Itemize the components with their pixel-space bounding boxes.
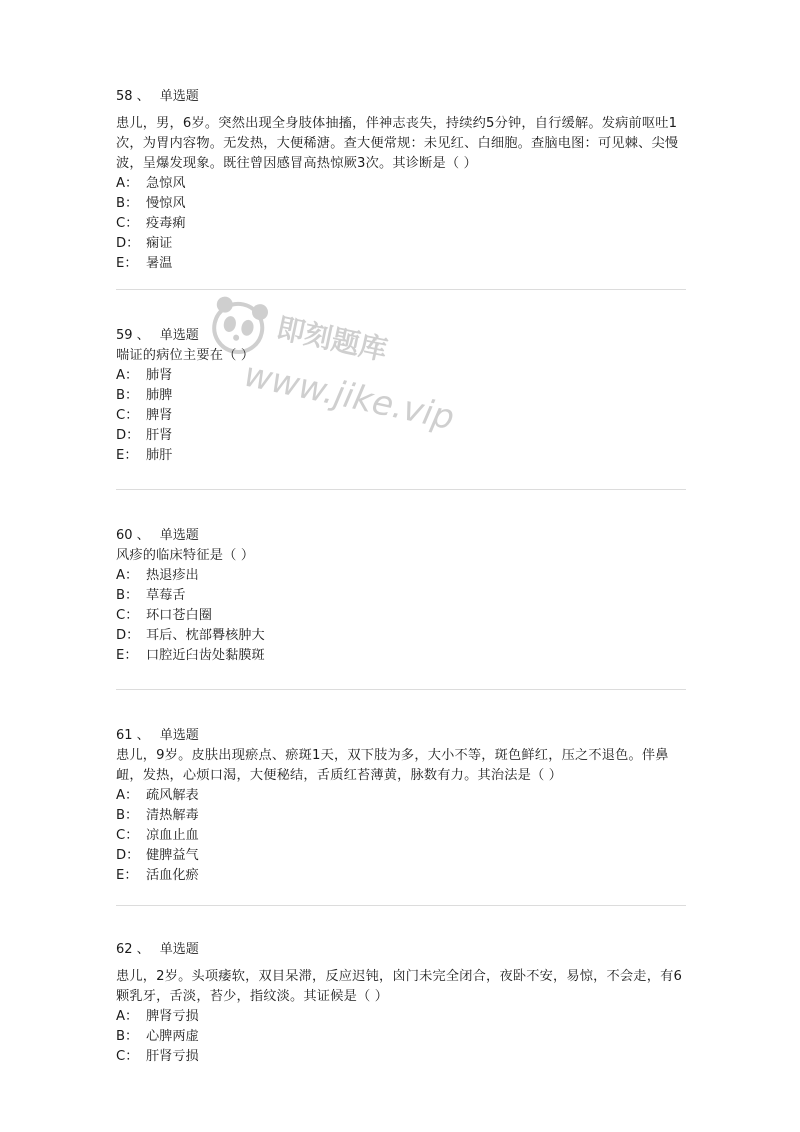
- question-header: [116, 87, 686, 107]
- option-e[interactable]: [116, 254, 686, 274]
- option-text: 口腔近臼齿处黏膜斑: [146, 648, 265, 663]
- question-62: [116, 940, 686, 1067]
- option-letter: D：: [116, 848, 140, 863]
- option-text: 脾肾: [146, 408, 173, 423]
- option-d[interactable]: [116, 626, 686, 646]
- watermark-chinese-text: 即刻题库: [273, 311, 391, 367]
- option-letter: B：: [116, 388, 139, 403]
- option-text: 疏风解表: [146, 788, 199, 803]
- option-letter: A：: [116, 368, 139, 383]
- option-letter: E：: [116, 648, 138, 663]
- option-text: 健脾益气: [146, 848, 199, 863]
- question-stem: 患儿，男，6岁。突然出现全身肢体抽搐，伴神志丧失，持续约5分钟，自行缓解。发病前呕吐1次，为胃内容物。无发热，大便稀溏。查大便常规：未见红、白细胞。查脑电图：可见棘、尖慢波，呈爆发现象。既往曾因感冒高热惊厥3次。其诊断是（ ）: [116, 116, 679, 171]
- question-number: 59 、: [116, 328, 150, 343]
- option-letter: E：: [116, 868, 138, 883]
- option-b[interactable]: [116, 386, 686, 406]
- option-letter: D：: [116, 236, 140, 251]
- option-text: 心脾两虚: [146, 1029, 199, 1044]
- option-letter: D：: [116, 428, 140, 443]
- option-a[interactable]: [116, 174, 686, 194]
- option-text: 疫毒痢: [146, 216, 186, 231]
- option-letter: A：: [116, 568, 139, 583]
- question-60: [116, 526, 686, 666]
- option-b[interactable]: [116, 1027, 686, 1047]
- option-letter: C：: [116, 828, 139, 843]
- question-divider: [116, 905, 686, 906]
- option-letter: A：: [116, 1009, 139, 1024]
- option-letter: B：: [116, 196, 139, 211]
- option-d[interactable]: [116, 846, 686, 866]
- option-e[interactable]: [116, 866, 686, 886]
- option-c[interactable]: [116, 214, 686, 234]
- option-text: 脾肾亏损: [146, 1009, 199, 1024]
- question-stem: 风疹的临床特征是（ ）: [116, 548, 255, 563]
- option-b[interactable]: [116, 586, 686, 606]
- option-letter: C：: [116, 408, 139, 423]
- option-letter: E：: [116, 448, 138, 463]
- option-text: 肺肝: [146, 448, 173, 463]
- option-e[interactable]: [116, 646, 686, 666]
- option-text: 肝肾: [146, 428, 173, 443]
- question-type: 单选题: [159, 89, 199, 104]
- question-header: [116, 326, 686, 346]
- option-a[interactable]: [116, 786, 686, 806]
- question-61: [116, 726, 686, 886]
- option-letter: A：: [116, 788, 139, 803]
- option-letter: E：: [116, 256, 138, 271]
- option-letter: C：: [116, 216, 139, 231]
- option-text: 暑温: [146, 256, 173, 271]
- question-stem: 患儿，9岁。皮肤出现瘀点、瘀斑1天，双下肢为多，大小不等，斑色鲜红，压之不退色。伴鼻衄，发热，心烦口渴，大便秘结，舌质红苔薄黄，脉数有力。其治法是（ ）: [116, 748, 669, 783]
- watermark-url-text: www.jike.vip: [240, 354, 458, 439]
- option-a[interactable]: [116, 1007, 686, 1027]
- question-59: [116, 326, 686, 466]
- option-text: 痫证: [146, 236, 173, 251]
- option-d[interactable]: [116, 234, 686, 254]
- question-number: 58 、: [116, 89, 150, 104]
- question-number: 62 、: [116, 942, 150, 957]
- option-letter: B：: [116, 1029, 139, 1044]
- option-letter: D：: [116, 628, 140, 643]
- option-letter: C：: [116, 608, 139, 623]
- question-type: 单选题: [159, 528, 199, 543]
- question-divider: [116, 489, 686, 490]
- option-a[interactable]: [116, 366, 686, 386]
- question-number: 60 、: [116, 528, 150, 543]
- question-58: [116, 87, 686, 274]
- option-b[interactable]: [116, 806, 686, 826]
- option-text: 慢惊风: [146, 196, 186, 211]
- option-b[interactable]: [116, 194, 686, 214]
- option-letter: B：: [116, 808, 139, 823]
- question-divider: [116, 289, 686, 290]
- option-d[interactable]: [116, 426, 686, 446]
- question-type: 单选题: [159, 328, 199, 343]
- question-number: 61 、: [116, 728, 150, 743]
- option-text: 活血化瘀: [146, 868, 199, 883]
- question-type: 单选题: [159, 942, 199, 957]
- option-text: 肺肾: [146, 368, 173, 383]
- question-header: [116, 940, 686, 960]
- option-c[interactable]: [116, 406, 686, 426]
- option-text: 清热解毒: [146, 808, 199, 823]
- option-e[interactable]: [116, 446, 686, 466]
- option-a[interactable]: [116, 566, 686, 586]
- option-text: 急惊风: [146, 176, 186, 191]
- option-text: 凉血止血: [146, 828, 199, 843]
- option-letter: B：: [116, 588, 139, 603]
- question-stem: 喘证的病位主要在（ ）: [116, 348, 255, 363]
- question-header: [116, 726, 686, 746]
- option-text: 环口苍白圈: [146, 608, 212, 623]
- option-c[interactable]: [116, 606, 686, 626]
- option-text: 草莓舌: [146, 588, 186, 603]
- option-text: 热退疹出: [146, 568, 199, 583]
- option-letter: C：: [116, 1049, 139, 1064]
- question-stem: 患儿，2岁。头项痿软，双目呆滞，反应迟钝，囟门未完全闭合，夜卧不安，易惊，不会走，有6颗乳牙，舌淡，苔少，指纹淡。其证候是（ ）: [116, 969, 683, 1004]
- option-text: 肺脾: [146, 388, 173, 403]
- question-header: [116, 526, 686, 546]
- question-type: 单选题: [159, 728, 199, 743]
- option-c[interactable]: [116, 1047, 686, 1067]
- option-letter: A：: [116, 176, 139, 191]
- option-text: 肝肾亏损: [146, 1049, 199, 1064]
- option-text: 耳后、枕部臖核肿大: [146, 628, 265, 643]
- question-divider: [116, 689, 686, 690]
- option-c[interactable]: [116, 826, 686, 846]
